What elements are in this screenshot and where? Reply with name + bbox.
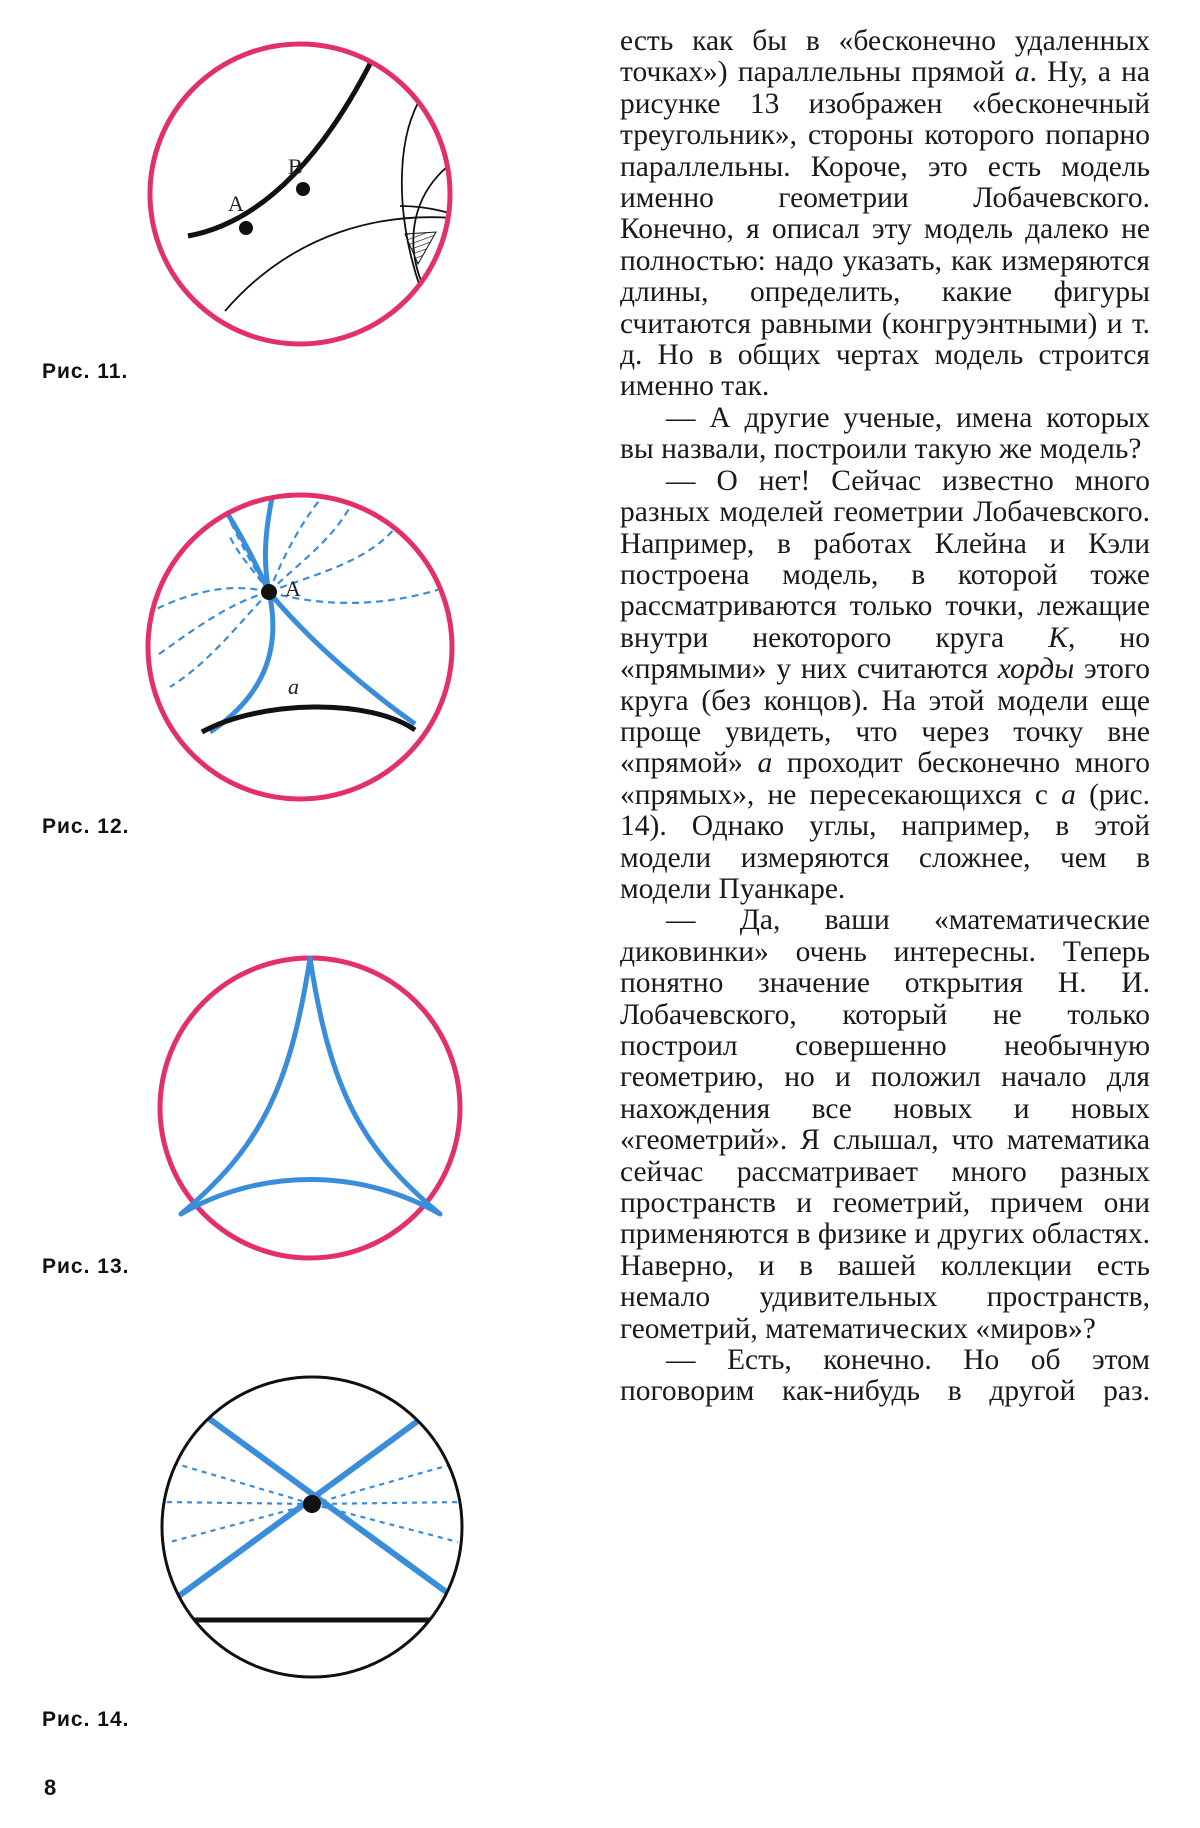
fig11-line-ab <box>188 48 378 236</box>
figure-14-diagram <box>40 1372 500 1692</box>
fig14-point <box>303 1495 321 1513</box>
figure-12 <box>40 462 500 842</box>
paragraph-1: есть как бы в «бесконечно удаленных точках») параллельны прямой a. Ну, а на рисунке 13 изображен «бесконечный треугольник», стороны которого попарно параллельны. Короче, это есть модель именно геометрии Лобачевского. Конечно, я описал эту модель далеко не полностью: надо указать, как измеряются длины, определить, какие фигуры считаются равными (конгруэнтными) и т. д. Но в общих чертах модель строится именно так. <box>620 25 1150 403</box>
figure-14-caption: Рис. 14. <box>42 1708 130 1731</box>
fig12-point-a <box>261 584 277 600</box>
fig12-label-a: A <box>285 576 301 601</box>
fig14-dashed-3 <box>170 1504 312 1542</box>
figure-11-diagram <box>40 6 500 386</box>
fig11-geodesic <box>225 217 480 311</box>
fig12-absolute-circle <box>148 495 452 799</box>
paragraph-3: — О нет! Сейчас известно много разных моделей геометрии Лобачевского. Например, в работах Клейна и Кэли построена модель, в которой тоже рассматриваются только точки, лежащие внутри некоторого круга K, но «прямыми» у них считаются хорды этого круга (без концов). На этой модели еще проще увидеть, что через точку вне «прямой» a проходит бесконечно много «прямых», не пересекающихся с a (рис. 14). Однако углы, например, в этой модели измеряются сложнее, чем в модели Пуанкаре. <box>620 464 1151 905</box>
fig11-point-b <box>296 182 310 196</box>
paragraph-5: — Есть, конечно. Но об этом поговорим как-нибудь в другой раз. <box>620 1344 1150 1408</box>
fig11-label-b: B <box>288 154 303 179</box>
figure-11-caption: Рис. 11. <box>42 360 129 383</box>
fig14-dashed-2 <box>162 1502 312 1504</box>
figure-11 <box>40 6 500 386</box>
fig11-point-a <box>239 221 253 235</box>
paragraph-2: — А другие ученые, имена которых вы назвали, построили такую же модель? <box>620 401 1150 466</box>
fig12-parallel-left <box>210 502 273 732</box>
fig12-dashed-4 <box>269 507 350 592</box>
fig14-chord-1 <box>200 1412 460 1602</box>
figure-13-caption: Рис. 13. <box>42 1255 130 1278</box>
fig14-dashed-5 <box>312 1502 465 1504</box>
figure-14 <box>40 1372 500 1692</box>
fig14-chord-2 <box>168 1412 430 1604</box>
fig12-parallel-right <box>269 592 415 724</box>
figure-13 <box>40 918 500 1278</box>
fig12-dashed-7 <box>150 588 269 612</box>
fig12-parallel-top <box>265 498 272 592</box>
paragraph-4: — Да, ваши «математические диковинки» очень интересны. Теперь понятно значение открытия Н. И. Лобачевского, который не только построил совершенно необычную геометрию, но и положил начало для нахождения все новых и новых «геометрий». Я слышал, что математика сейчас рассматривает много разных пространств и геометрий, причем они применяются в физике и других областях. Наверно, и в вашей коллекции есть немало удивительных пространств, геометрий, математических «миров»? <box>620 904 1150 1345</box>
fig12-label-line-a: a <box>288 674 299 699</box>
body-text <box>620 26 1150 1408</box>
figure-12-caption: Рис. 12. <box>42 815 130 838</box>
fig14-dashed-1 <box>170 1462 312 1504</box>
fig13-infinite-triangle <box>181 958 440 1214</box>
fig12-dashed-9 <box>170 592 269 687</box>
fig13-absolute-circle <box>160 958 460 1258</box>
page-number: 8 <box>44 1775 57 1800</box>
figure-13-diagram <box>40 918 500 1278</box>
figure-12-diagram <box>40 462 500 842</box>
fig11-label-a: A <box>228 191 244 216</box>
